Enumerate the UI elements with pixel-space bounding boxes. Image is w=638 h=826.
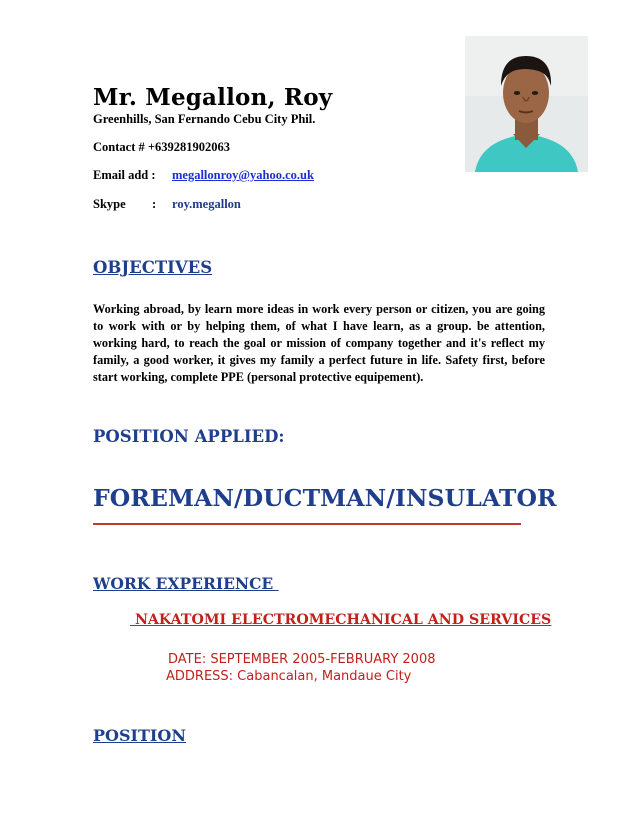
contact-number: Contact # +639281902063 — [93, 140, 230, 154]
work-experience-heading: WORK EXPERIENCE — [93, 574, 279, 593]
email-link[interactable]: megallonroy@yahoo.co.uk — [172, 168, 314, 182]
applicant-name: Mr. Megallon, Roy — [93, 84, 333, 111]
skype-label: Skype — [93, 197, 126, 211]
position-applied-heading: POSITION APPLIED: — [93, 427, 285, 446]
email-label: Email add : — [93, 168, 156, 182]
profile-photo-illustration — [465, 36, 588, 172]
company-address: ADDRESS: Cabancalan, Mandaue City — [166, 669, 412, 684]
skype-id: roy.megallon — [172, 197, 241, 211]
objectives-heading: OBJECTIVES — [93, 258, 213, 277]
company-name: NAKATOMI ELECTROMECHANICAL AND SERVICES — [130, 612, 552, 628]
profile-photo — [465, 36, 588, 172]
objectives-paragraph: Working abroad, by learn more ideas in work every person or citizen, you are going to work with or by helping them, of what I have learn, as a group. be attention, working hard, to reach the goal or mission of company together and it's reflect my family, a good worker, it gives my family a perfect future in life. Safety first, before start working, complete PPE (personal protective equipement). — [93, 302, 545, 384]
skype-colon: : — [152, 197, 157, 211]
position-heading: POSITION — [93, 726, 186, 745]
home-address: Greenhills, San Fernando Cebu City Phil. — [93, 112, 316, 126]
applied-role: FOREMAN/DUCTMAN/INSULATOR — [93, 484, 557, 512]
employment-date: DATE: SEPTEMBER 2005-FEBRUARY 2008 — [168, 652, 436, 667]
divider-line — [93, 523, 521, 525]
